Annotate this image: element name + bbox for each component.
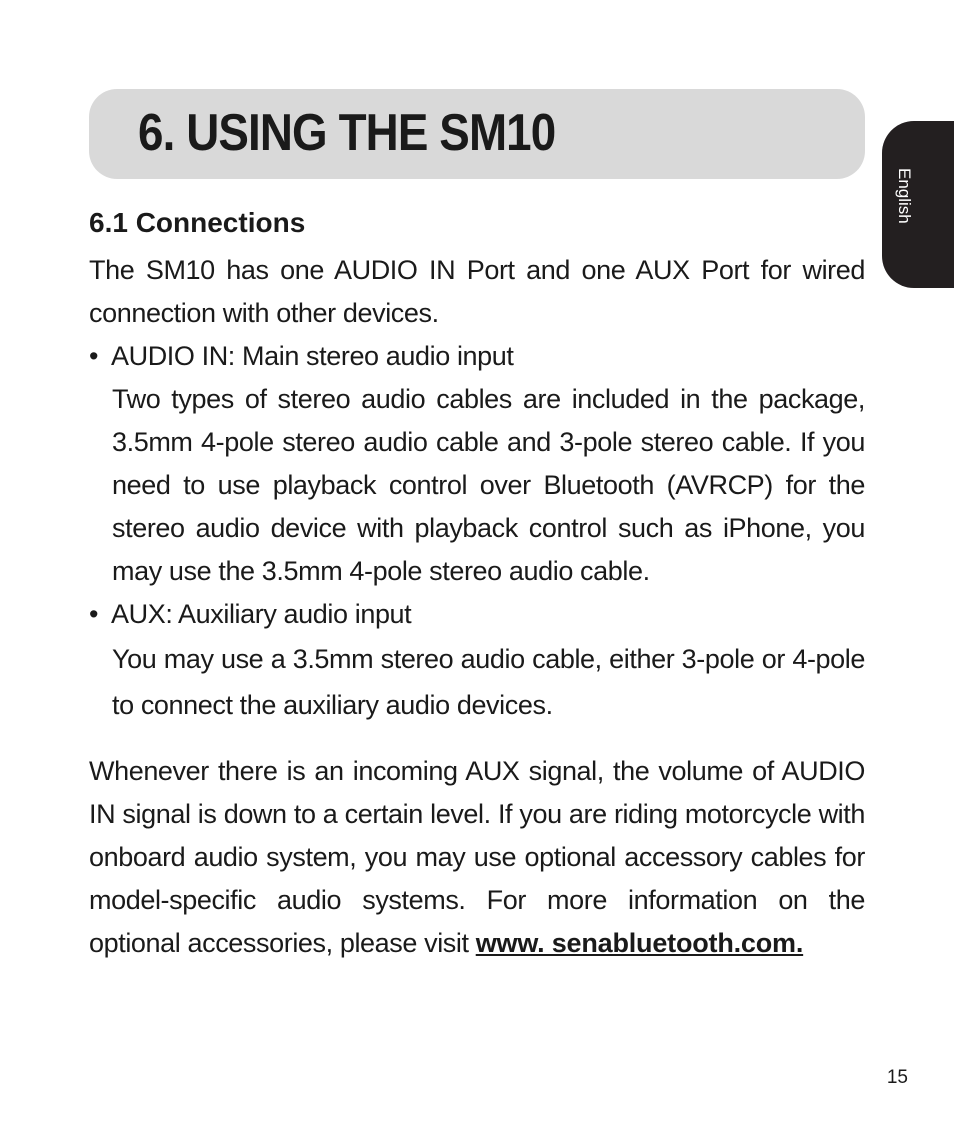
- aux-description: You may use a 3.5mm stereo audio cable, either 3-pole or 4-pole to connect the auxiliary audio devices.: [112, 644, 865, 720]
- bullet-aux-label: AUX: Auxiliary audio input: [111, 599, 412, 629]
- intro-paragraph: The SM10 has one AUDIO IN Port and one AUX Port for wired connection with other devices.: [89, 255, 865, 328]
- main-content: [89, 200, 865, 965]
- bullet-marker: •: [89, 341, 99, 371]
- bullet-aux: [89, 593, 865, 636]
- language-tab-label: English: [895, 168, 914, 224]
- closing-text: Whenever there is an incoming AUX signal, the volume of AUDIO IN signal is down to a certain level. If you are riding motorcycle with onboard audio system, you may use optional accessory cables for model-specific audio systems. For more information on the optional accessories, please visit: [89, 756, 865, 958]
- bullet-audio-in-label: AUDIO IN: Main stereo audio input: [111, 341, 514, 371]
- sena-website-link[interactable]: www. senabluetooth.com.: [475, 928, 804, 958]
- bullet-marker: •: [89, 599, 99, 629]
- page-title: 6. USING THE SM10: [138, 104, 556, 162]
- closing-paragraph: [89, 750, 865, 965]
- page-number: 15: [886, 1067, 908, 1088]
- paragraph-spacer: [89, 728, 865, 750]
- bullet-audio-in: [89, 335, 865, 378]
- section-heading: 6.1 Connections: [89, 207, 306, 238]
- audio-in-description: Two types of stereo audio cables are included in the package, 3.5mm 4-pole stereo audio cable and 3-pole stereo cable. If you need to use playback control over Bluetooth (AVRCP) for the stereo audio device with playback control such as iPhone, you may use the 3.5mm 4-pole stereo audio cable.: [112, 384, 865, 586]
